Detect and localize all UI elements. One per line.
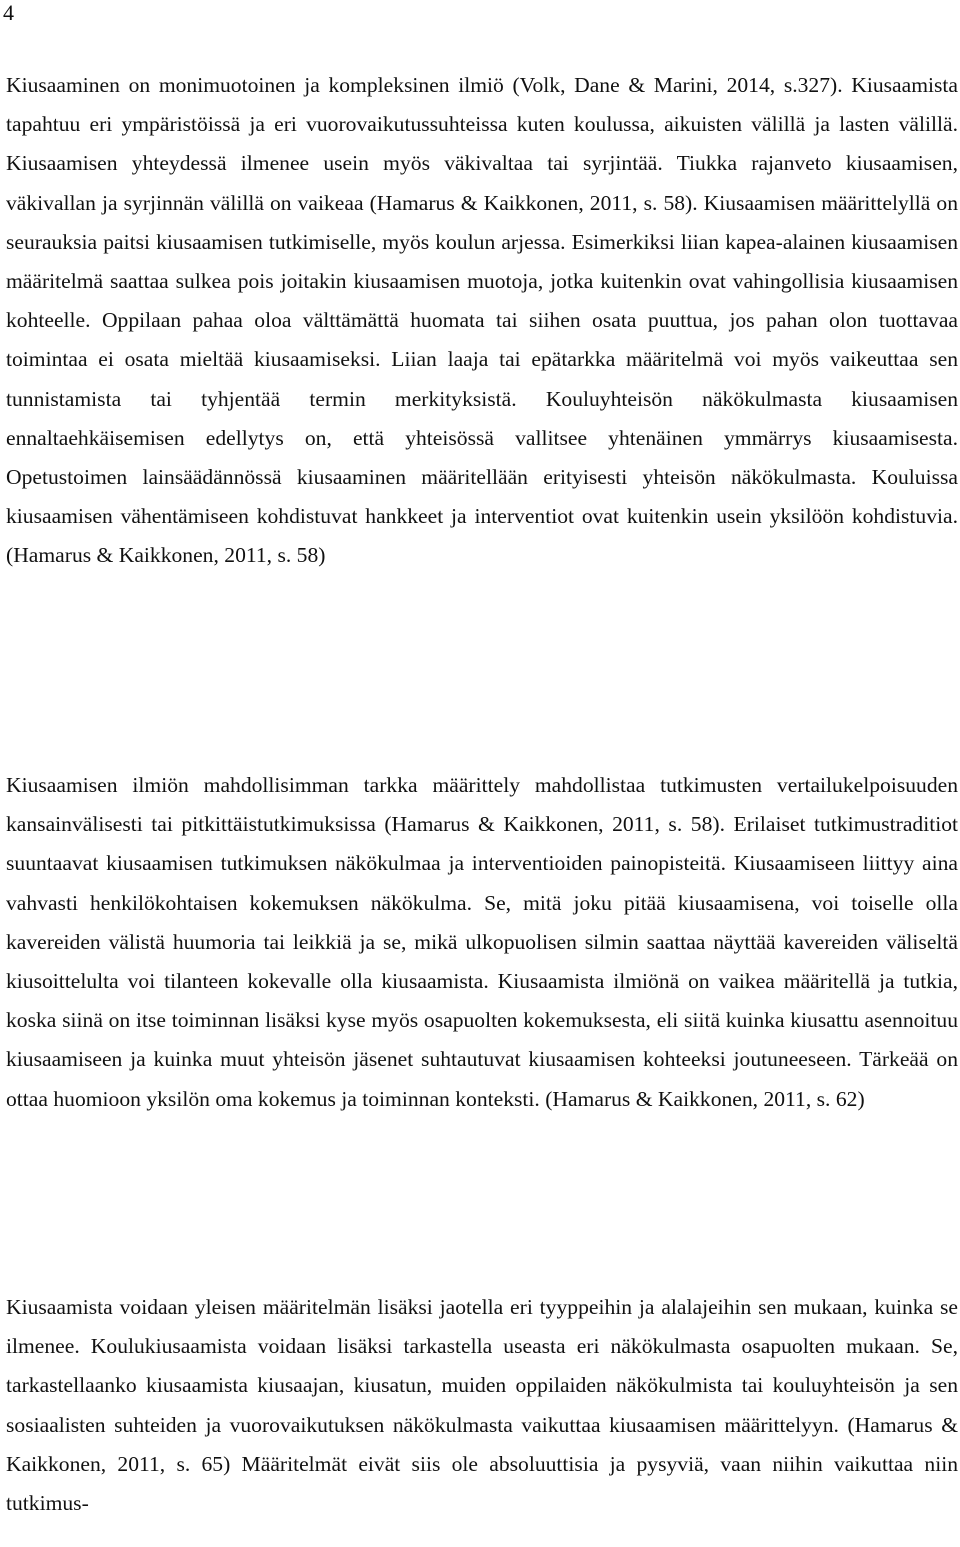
page-number: 4 xyxy=(3,0,14,25)
paragraph-2: Kiusaamisen ilmiön mahdollisimman tarkka määrittely mahdollistaa tutkimusten vertailukelpoisuuden kansainvälisesti tai pitkittäistutkimuksissa (Hamarus & Kaikkonen, 2011, s. 58). Erilaiset tutkimustraditiot suuntaavat kiusaamisen tutkimuksen näkökulmaa ja interventioiden painopisteitä. Kiusaamiseen liittyy aina vahvasti henkilökohtaisen kokemuksen näkökulma. Se, mitä joku pitää kiusaamisena, voi toiselle olla kavereiden välistä huumoria tai leikkiä ja se, mikä ulkopuolisen silmin saattaa näyttää kavereiden väliseltä kiusoittelulta voi tilanteen kokevalle olla kiusaamista. Kiusaamista ilmiönä on vaikea määritellä ja tutkia, koska siinä on itse toiminnan lisäksi kyse myös osapuolten kokemuksesta, eli siitä kuinka kiusattu asennoituu kiusaamiseen ja kuinka muut yhteisön jäsenet suhtautuvat kiusaamisen kohteeksi joutuneeseen. Tärkeää on ottaa huomioon yksilön oma kokemus ja toiminnan konteksti. (Hamarus & Kaikkonen, 2011, s. 62) xyxy=(6,773,958,1111)
paragraph-1: Kiusaaminen on monimuotoinen ja kompleksinen ilmiö (Volk, Dane & Marini, 2014, s.327). Kiusaamista tapahtuu eri ympäristöissä ja eri vuorovaikutussuhteissa kuten koulussa, aikuisten välillä ja lasten välillä. Kiusaamisen yhteydessä ilmenee usein myös väkivaltaa tai syrjintää. Tiukka rajanveto kiusaamisen, väkivallan ja syrjinnän välillä on vaikeaa (Hamarus & Kaikkonen, 2011, s. 58). Kiusaamisen määrittelyllä on seurauksia paitsi kiusaamisen tutkimiselle, myös koulun arjessa. Esimerkiksi liian kapea-alainen kiusaamisen määritelmä saattaa sulkea pois joitakin kiusaamisen muotoja, jotka kuitenkin ovat vahingollisia kiusaamisen kohteelle. Oppilaan pahaa oloa välttämättä huomata tai siihen osata puuttua, jos pahan olon tuottavaa toimintaa ei osata mieltää kiusaamiseksi. Liian laaja tai epätarkka määritelmä voi myös vaikeuttaa sen tunnistamista tai tyhjentää termin merkityksistä. Kouluyhteisön näkökulmasta kiusaamisen ennaltaehkäisemisen edellytys on, että yhteisössä vallitsee yhtenäinen ymmärrys kiusaamisesta. Opetustoimen lainsäädännössä kiusaaminen määritellään erityisesti yhteisön näkökulmasta. Kouluissa kiusaamisen vähentämiseen kohdistuvat hankkeet ja interventiot ovat kuitenkin usein yksilöön kohdistuvia. (Hamarus & Kaikkonen, 2011, s. 58) xyxy=(6,73,958,568)
paragraph-3: Kiusaamista voidaan yleisen määritelmän lisäksi jaotella eri tyyppeihin ja alalajeihin sen mukaan, kuinka se ilmenee. Koulukiusaamista voidaan lisäksi tarkastella useasta eri näkökulmasta osapuolten mukaan. Se, tarkastellaanko kiusaamista kiusaajan, kiusatun, muiden oppilaiden näkökulmista tai kouluyhteisön ja sen sosiaalisten suhteiden ja vuorovaikutuksen näkökulmasta vaikuttaa kiusaamisen määrittelyyn. (Hamarus & Kaikkonen, 2011, s. 65) Määritelmät eivät siis ole absoluuttisia ja pysyviä, vaan niihin vaikuttaa niin tutkimus- xyxy=(6,1295,958,1516)
